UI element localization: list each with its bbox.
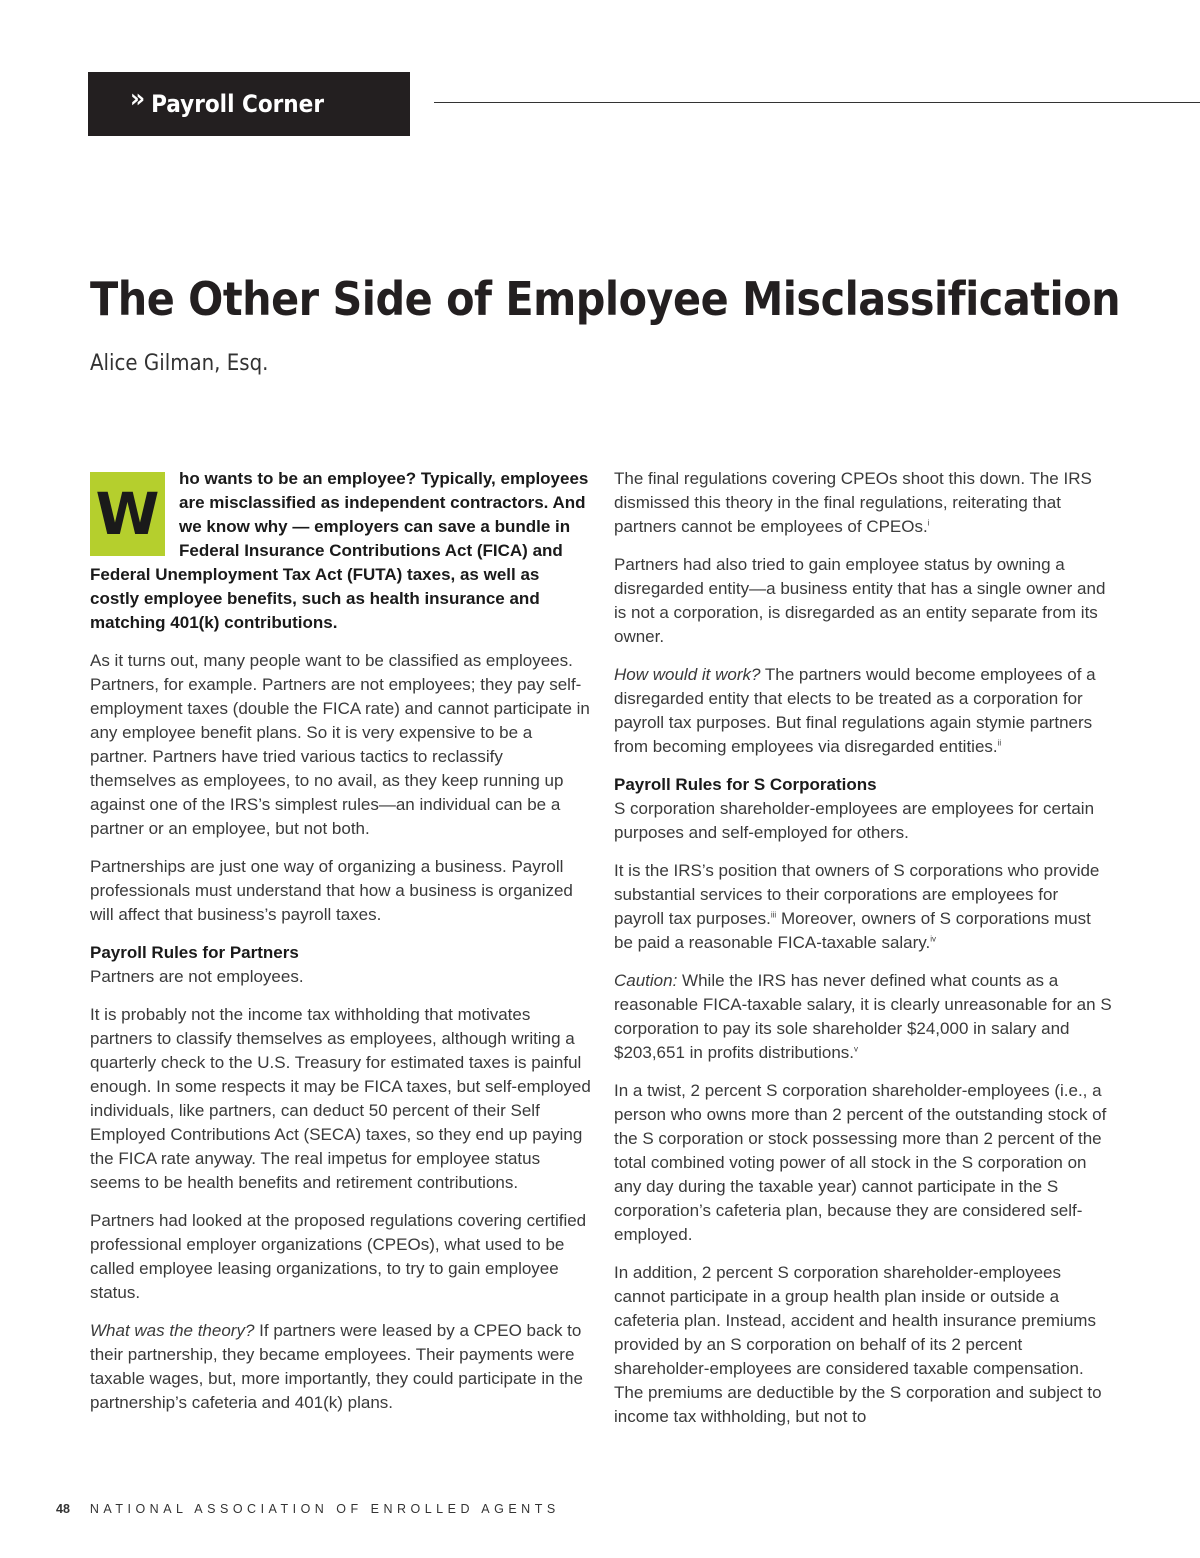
page-footer [56,1502,560,1516]
subheading-text: Partners are not employees. [90,967,304,986]
paragraph: Partners had also tried to gain employee status by owning a disregarded entity—a business entity that has a single owner and is not a corporation, is disregarded as an entity separate from its owner. [614,555,1106,646]
paragraph [614,859,1112,955]
paragraph-text: It is the IRS’s position that owners of S corporations who provide substantial services to their corporations are employees for payroll tax purposes. [614,861,1100,928]
right-column [614,467,1112,1443]
publication-name: NATIONAL ASSOCIATION OF ENROLLED AGENTS [89,1502,560,1516]
article-title: The Other Side of Employee Misclassification [90,272,1121,326]
endnote-marker[interactable]: ii [997,738,1002,748]
endnote-marker[interactable]: iv [930,934,937,944]
left-column [90,467,592,1429]
double-chevron-icon: » [130,84,146,114]
lead-paragraph [90,467,592,635]
italic-lead: Caution: [614,971,678,990]
italic-lead: What was the theory? [90,1321,255,1340]
paragraph: It is probably not the income tax withholding that motivates partners to classify themselves as employees, although writing a quarterly check to the U.S. Treasury for estimated taxes is painful enough. In some respects it may be FICA taxes, but self-employed individuals, like partners, can deduct 50 percent of their Self Employed Contributions Act (SECA) taxes, so they end up paying the FICA rate anyway. The real impetus for employee status seems to be health benefits and retirement contributions. [90,1005,591,1192]
paragraph: As it turns out, many people want to be classified as employees. Partners, for example. Partners are not employees; they pay self-employment taxes (double the FICA rate) and cannot participate in any employee benefit plans. So it is very expensive to be a partner. Partners have tried various tactics to reclassify themselves as employees, to no avail, as they keep running up against one of the IRS’s simplest rules—an individual can be a partner or an employee, but not both. [90,651,590,838]
subheading: Payroll Rules for Partners [90,943,299,962]
drop-cap: W [90,472,165,556]
section-tab [88,72,410,136]
subheading-text: S corporation shareholder-employees are employees for certain purposes and self-employed for others. [614,799,1095,842]
paragraph-text: Moreover, owners of S corporations must be paid a reasonable FICA-taxable salary. [614,909,1091,952]
subheading: Payroll Rules for S Corporations [614,775,877,794]
paragraph [614,467,1112,539]
paragraph: In addition, 2 percent S corporation shareholder-employees cannot participate in a group health plan inside or outside a cafeteria plan. Instead, accident and health insurance premiums provided by an S corporation on behalf of its 2 percent shareholder-employees are considered taxable compensation. The premiums are deductible by the S corporation and subject to income tax withholding, but not to [614,1263,1102,1426]
endnote-marker[interactable]: v [854,1044,859,1054]
paragraph [614,969,1112,1065]
paragraph-text: The final regulations covering CPEOs shoot this down. The IRS dismissed this theory in the final regulations, reiterating that partners cannot be employees of CPEOs. [614,469,1092,536]
endnote-marker[interactable]: iii [770,910,777,920]
paragraph [614,663,1112,759]
page-number: 48 [56,1502,70,1516]
lead-text: ho wants to be an employee? Typically, employees are misclassified as independent contractors. And we know why — employers can save a bundle in Federal Insurance Contributions Act (FICA) and Federal Unemployment Tax Act (FUTA) taxes, as well as costly employee benefits, such as health insurance and matching 401(k) contributions. [90,469,589,632]
paragraph: Partnerships are just one way of organizing a business. Payroll professionals must understand that how a business is organized will affect that business’s payroll taxes. [90,857,573,924]
section-label: Payroll Corner [151,90,324,118]
paragraph-text: The partners would become employees of a disregarded entity that elects to be treated as a corporation for payroll tax purposes. But final regulations again stymie partners from becoming employees via disregarded entities. [614,665,1096,756]
paragraph: In a twist, 2 percent S corporation shareholder-employees (i.e., a person who owns more than 2 percent of the outstanding stock of the S corporation or stock possessing more than 2 percent of the total combined voting power of all stock in the S corporation on any day during the taxable year) cannot participate in the S corporation’s cafeteria plan, because they are considered self-employed. [614,1081,1107,1244]
paragraph [90,1319,592,1415]
subsection-s-corporations [614,773,1112,845]
italic-lead: How would it work? [614,665,761,684]
header-rule [434,102,1200,103]
paragraph-text: If partners were leased by a CPEO back to their partnership, they became employees. Their payments were taxable wages, but, more importantly, they could participate in the partnership’s cafeteria and 401(k) plans. [90,1321,583,1412]
paragraph-text: While the IRS has never defined what counts as a reasonable FICA-taxable salary, it is clearly unreasonable for an S corporation to pay its sole shareholder $24,000 in salary and $203,651 in profits distributions. [614,971,1112,1062]
author-byline: Alice Gilman, Esq. [90,351,269,376]
subsection-partners [90,941,592,989]
paragraph: Partners had looked at the proposed regulations covering certified professional employer organizations (CPEOs), what used to be called employee leasing organizations, to try to gain employee status. [90,1211,587,1302]
endnote-marker[interactable]: i [927,518,930,528]
